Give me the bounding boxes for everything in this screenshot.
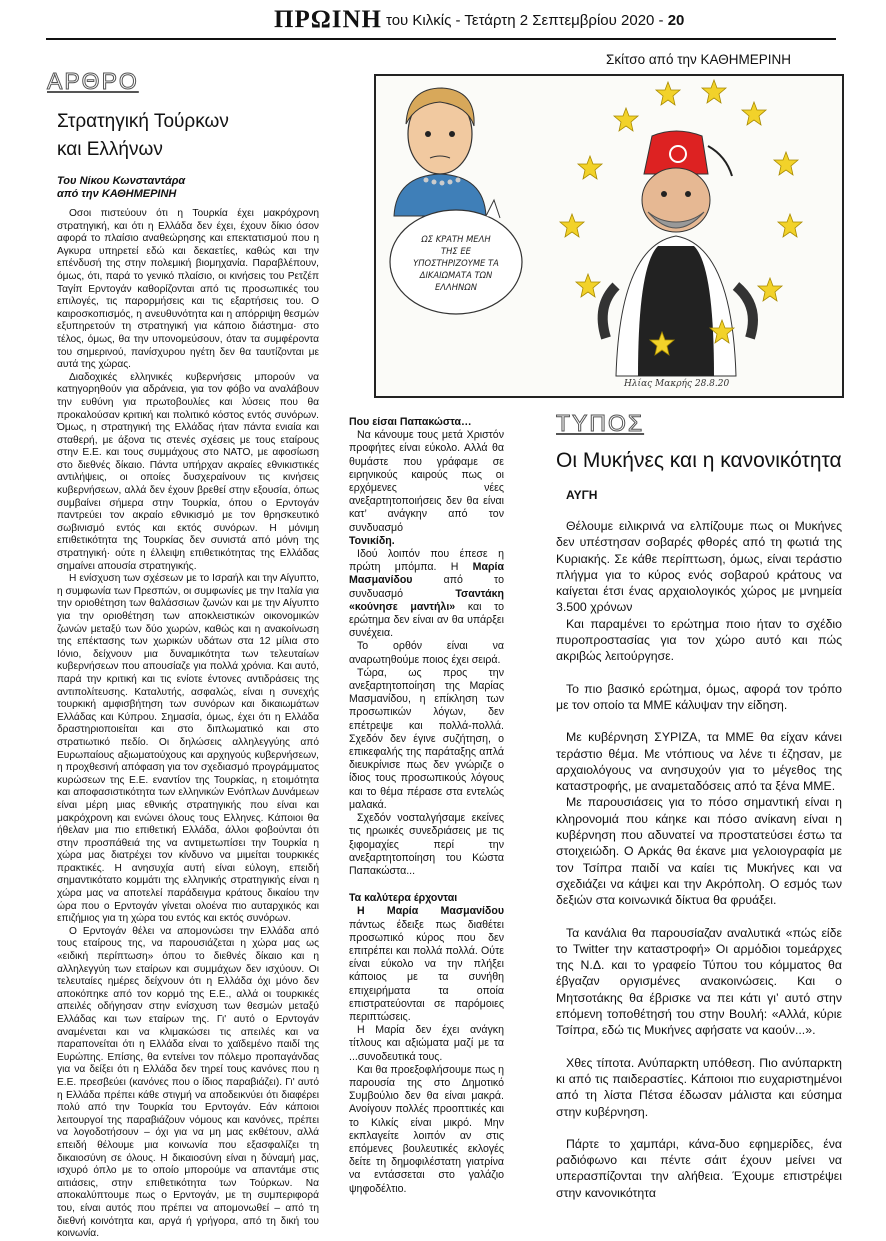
subheading: Τα καλύτερα έρχονται — [349, 892, 458, 905]
cartoon-drawing — [376, 76, 842, 396]
paragraph: Και θα προεξοφλήσουμε πως η παρουσία της στο Δημοτικό Συμβούλιο δεν θα είναι μακρά. Ανοίγουν πολλές προοπτικές και το Κιλκίς είναι μικρό. Μην εκπλαγείτε λοιπόν αν στις επόμενες βουλευτικές εκλογές δείτε τη δημοφιλέστατη γιατρίνα να εντάσσεται στο γαλάζιο ψηφοδέλτιο. — [349, 1063, 504, 1195]
paragraph: Διαδοχικές ελληνικές κυβερνήσεις μπορούν να κατηγορηθούν για αδράνεια, για τον φόβο να αναλάβουν την ευθύνη για πρωτοβουλίες και λύσεις που θα προκαλούσαν κριτική και πολιτικό κόστος εντός συνόρων. Όμως, η στρατηγική της Ελλάδας ήταν πάντα ενιαία και σταθερή, με άξονα τις στενές σχέσεις με τους εταίρους στην Ε.Ε. και τους συμμάχους στο ΝΑΤΟ, με αφοσίωση στο διεθνές δίκαιο. Πάντα υπήρχαν ακραίες εθνικιστικές αντιλήψεις, οι οποίες δυσχεραίνουν τις κινήσεις κυβερνήσεων, αλλά δεν έχουν βρεθεί στην εξουσία, όπως συμβαίνει σήμερα στην Τουρκία, όπου ο Ερντογάν παντρεύει τον ακραίο εθνικισμό με τον θρησκευτικό σωβινισμό εντός και εκτός συνόρων. Η μόνιμη επιθετικότητα της Τουρκίας δεν συνιστά από μόνη της στρατηγική· ούτε η έλλειψη επιθετικότητας της Ελλάδας σημαίνει απουσία στρατηγικής. — [57, 371, 319, 572]
political-cartoon — [374, 74, 844, 398]
paragraph: Και παραμένει το ερώτημα ποιο ήταν το σχέδιο πυροπροστασίας για τον χώρο αυτό και πώς ακριβώς λειτούργησε. — [556, 616, 842, 664]
paragraph: Θέλουμε ειλικρινά να ελπίζουμε πως οι Μυκήνες δεν υπέστησαν σοβαρές φθορές από τη φωτιά της Κυριακής. Σε κάθε περίπτωση, όμως, είναι τεράστιο πλήγμα για το κύρος ενός σοβαρού κράτους να καίγεται έτσι ένας αρχαιολογικός χώρος με μνημεία 3.500 χρόνων — [556, 519, 842, 615]
paragraph: Με παρουσιάσεις για το πόσο σημαντική είναι η κληρονομιά που κάηκε και πόσο ανίκανη είναι η κυβέρνηση που αδυνατεί να προστατεύσει έστω τα στοιχειώδη. Ο Αρκάς θα έκανε μια γελοιογραφία με τον Τσίπρα παιδί να καίει τις Μυκήνες και να σχεδιάζει να κάψει και την Ακρόπολη. Ο εσμός των δεξιών στα κοινωνικά δίκτυα θα φρυάξει. — [556, 795, 842, 908]
article2-body — [556, 518, 842, 1217]
paragraph: Τώρα, ως προς την ανεξαρτητοποίηση της Μαρίας Μασμανίδου, η επίκληση των προσωπικών λόγων, δεν επέτρεψε και πολλά-πολλά. Σχεδόν δεν έγινε συζήτηση, ο επικεφαλής της παράταξης απλά διευκρίνισε πως δεν γνώριζε ο ίδιος τους προσωπικούς λόγους και το θέμα πέρασε στα εντελώς μαλακά. — [349, 666, 504, 811]
star-icon — [758, 278, 782, 301]
bubble-line: ΔΙΚΑΙΩΜΑΤΑ ΤΩΝ — [419, 270, 493, 280]
section-label-arthro: ΑΡΘΡΟ — [47, 68, 139, 94]
header-date: του Κιλκίς - Τετάρτη 2 Σεπτεμβρίου 2020 - 20 — [386, 12, 685, 29]
paragraph: Με κυβέρνηση ΣΥΡΙΖΑ, τα ΜΜΕ θα είχαν κάνει τεράστιο θέμα. Με ντόπιους να λένε τι έζησαν, με αρχαιολόγους να ανησυχούν για το μέγεθος της καταστροφής, με αναμεταδόσεις από τα ξένα ΜΜΕ. — [556, 730, 842, 794]
paragraph: Τονικίδη. — [349, 534, 395, 547]
star-icon — [614, 108, 638, 131]
article1-title: Στρατηγική Τούρκων και Ελλήνων — [57, 111, 229, 160]
paragraph: Χθες τίποτα. Ανύπαρκτη υπόθεση. Πιο ανύπαρκτη κι από τις παιδεραστίες. Κάποιοι πιο ευχαριστημένοι από τη λίστα Πέτσα έδωσαν μάλιστα και εύσημα στην κυβέρνηση. — [556, 1055, 842, 1119]
paragraph: Η ενίσχυση των σχέσεων με το Ισραήλ και την Αίγυπτο, η συμφωνία των Πρεσπών, οι συμφωνίες με την Ιταλία για την οριοθέτηση των θαλάσσιων ζωνών και με την Αίγυπτο για την οριοθέτηση των αποκλειστικών οικονομικών ζωνών μεταξύ των δύο χωρών, καθώς και η ανακοίνωση της επέκτασης των χωρικών υδάτων στα 12 μίλια στο Ιόνιο, δείχνουν μια δυναμικότητα των τελευταίων κυβερνήσεων που απουσίαζε για πολλά χρόνια. Και αυτό, παρά την κριτική και τις ενίοτε έντονες αντιδράσεις της αντιπολίτευσης. Καταλυτής, ασφαλώς, είναι η συνεχής τουρκική αμφισβήτηση των συνόρων και δικαιωμάτων Ελλάδας και Κύπρου. Σημασία, όμως, έχει ότι η Ελλάδα δραστηριοποιείται και στο διπλωματικό και στο στρατιωτικό πεδίο. Οι δηλώσεις αλληλεγγύης από Ευρωπαίους αξιωματούχους και αρχηγούς κυβερνήσεων, η προχθεσινή απόφαση για τον σχεδιασμό προγράμματος κυρώσεων της Ε.Ε. εναντίον της Τουρκίας, η ετοιμότητα και αποφασιστικότητα των ελληνικών Ενόπλων Δυνάμεων είναι μέρη μιας εθνικής στρατηγικής που είναι και μακρόχρονη και ενώνει όλους τους Ελληνες. Κάποιοι θα ήθελαν μια πιο επιθετική Ελλάδα, άλλοι φοβούνται ότι στην προσπάθειά της να αντιμετωπίσει την Τουρκία η χώρα μας διατρέχει τον κίνδυνο να μιμείται τουρκικές πρακτικές. Η ανησυχία αυτή είναι εύλογη, επειδή σημαντικότατο κομμάτι της ελληνικής στρατηγικής είναι η χώρα μας να αποτελεί παράδειγμα κράτους δικαίου την ώρα που ο Ερντογάν γίνεται ολοένα πιο αυταρχικός και επιζήμιος για τη χώρα του εντός και εκτός συνόρων. — [57, 573, 319, 925]
star-icon — [578, 156, 602, 179]
article2-author: ΑΥΓΗ — [566, 488, 598, 502]
newspaper-name: ΠΡΩΙΝΗ — [274, 6, 382, 33]
paragraph: Η Μαρία Μασμανίδου πάντως έδειξε πως διαθέτει προσωπικό κύρος που δεν επιτρέπει και πολλά πολλά. Ούτε είναι εύκολο να την πλήξει κάποιος με τα συνήθη επιχειρήματα τα οποία επιστρατεύονται σε παρόμοιες περιπτώσεις. — [349, 905, 504, 1023]
paragraph: Το πιο βασικό ερώτημα, όμως, αφορά τον τρόπο με τον οποίο τα ΜΜΕ κάλυψαν την είδηση. — [556, 681, 842, 712]
paragraph: Η Μαρία δεν έχει ανάγκη τίτλους και αξιώματα μαζί με τα ...συνοδευτικά τους. — [349, 1024, 504, 1063]
star-icon — [702, 80, 726, 103]
column2-body — [349, 412, 504, 1196]
section-label-typos: ΤΥΠΟΣ — [556, 410, 645, 436]
cartoon-credit: Σκίτσο από την ΚΑΘΗΜΕΡΙΝΗ — [606, 52, 792, 67]
bubble-line: ΩΣ ΚΡΑΤΗ ΜΕΛΗ — [421, 234, 491, 244]
star-icon — [742, 102, 766, 125]
paragraph: Σχεδόν νοσταλγήσαμε εκείνες τις ηρωικές συνεδριάσεις με τις ξιφομαχίες περί την ανεξαρτητοποίηση του Κώστα Παπακώστα... — [349, 812, 504, 877]
article1-byline: Του Νίκου Κωνσταντάρα από την ΚΑΘΗΜΕΡΙΝΗ — [57, 175, 186, 200]
paragraph: Πάρτε το χαμπάρι, κάνα-δυο εφημερίδες, ένα ραδιόφωνο και πέντε σάιτ έχουν μείνει να υπερασπίζονται την αλήθεια. Έχουμε επιστρέψει στην κανονικότητα — [556, 1136, 842, 1200]
bubble-line: ΥΠΟΣΤΗΡΙΖΟΥΜΕ ΤΑ — [413, 258, 499, 268]
star-icon — [774, 152, 798, 175]
page-number: 20 — [667, 12, 685, 29]
star-icon — [576, 274, 600, 297]
cartoon-signature: Ηλίας Μακρής 28.8.20 — [624, 379, 730, 389]
paragraph: Οσοι πιστεύουν ότι η Τουρκία έχει μακρόχρονη στρατηγική, και ότι η Ελλάδα δεν έχει, έχουν δίκιο όσον αφορά το πλαίσιο αναθεώρησης και επεκτατισμού που η Αγκυρα υπηρετεί εδώ και δεκαετίες, καθώς και την επένδυσή της στην πολεμική βιομηχανία. Παραβλέπουν, όμως, ότι, παρά το γενικό πλαίσιο, οι κινήσεις του Ρετζέπ Ταγίπ Ερντογάν καθορίζονται από τις προσωπικές του επιλογές, τις παρορμήσεις και τις εξαρτήσεις του. Ο καιροσκοπισμός, η ανευθυνότητα και η απόρριψη θεσμών εξυπηρετούν τη στρατηγική για κάποιο διάστημα· στο τέλος, όμως, θα την υπονομεύσουν, όταν τα συμφέροντα του σημερινού, πανίσχυρου ηγέτη δεν θα ταυτίζονται με αυτά της χώρας. — [57, 208, 319, 371]
paragraph: Τα κανάλια θα παρουσίαζαν αναλυτικά «πώς είδε το Twitter την καταστροφή» Οι αρμόδιοι τομεάρχες της Ν.Δ. και το γραφείο Τύπου του κόμματος θα έβγαζαν οργισμένες ανακοινώσεις. Και ο Μητσοτάκης θα έβρισκε να πει κάτι γι’ αυτό στην επόμενη τοποθέτησή του στην Βουλή: «Αλλά, κύριε Τσίπρα, εδώ τις Μυκήνες αφήσατε να καούν...». — [556, 925, 842, 1038]
erdogan-figure — [603, 131, 753, 376]
star-icon — [656, 82, 680, 105]
subheading: Που είσαι Παπακώστα… — [349, 416, 472, 428]
star-icon — [560, 214, 584, 237]
article1-body — [57, 208, 319, 1241]
merkel-figure — [394, 88, 486, 216]
page-header — [46, 4, 836, 40]
paragraph: Ο Ερντογάν θέλει να απομονώσει την Ελλάδα από τους εταίρους της, να παρουσιάζεται η χώρα μας ως «ειδική περίπτωση» όπου το διεθνές δίκαιο και η αλληλεγγύη των εταίρων και συμμάχων δεν ισχύουν. Οι τελευταίες ημέρες δείχνουν ότι η Ελλάδα όχι μόνο δεν αποκόπηκε από τον κορμό της Ε.Ε., αλλά οι τουρκικές απειλές οδήγησαν στην ενίσχυση των θεσμών μεταξύ Ελλάδας και των εταίρων της. Γι' αυτό ο Ερντογάν αναμένεται και να κλιμακώσει τις απειλές και να παραπονείται ότι η Ελλάδα είναι το χαϊδεμένο παιδί της Ευρώπης. Επίσης, θα εντείνει τον πόλεμο προπαγάνδας για να δείξει ότι η Ελλάδα δεν τηρεί τους κανόνες που η Ε.Ε. πρεσβεύει (κανόνες που ο ίδιος παραβιάζει). Γι' αυτό η Ελλάδα πρέπει κάθε στιγμή να αποδεικνύει ότι διαφέρει πολύ από την Τουρκία του Ερντογάν. Εάν κάποιοι λειτουργοί της παραβιάζουν νόμους και κανόνες, πρέπει να λογοδοτήσουν – όχι για να μη μας εκθέτουν, αλλά επειδή θέλουμε μια κοινωνία που εξασφαλίζει τη δικαιοσύνη σε όλους. Η δικαιοσύνη είναι η δύναμή μας, ισχυρό όπλο με το οποίο μπορούμε να απαντάμε στις αιτιάσεις, στην επιθετικότητα των Τούρκων. Να αποκαλύπτουμε πως ο Ερντογάν, με τη συμπεριφορά του, είναι αυτός που πρέπει να απομονωθεί – από τη διεθνή κοινότητα και, αργά ή γρήγορα, από τη δική του κοινωνία. — [57, 925, 319, 1240]
bubble-line: ΤΗΣ ΕΕ — [441, 246, 471, 256]
paragraph: Το ορθόν είναι να αναρωτηθούμε ποιος έχει σειρά. — [349, 640, 504, 666]
article2-title: Οι Μυκήνες και η κανονικότητα — [556, 449, 842, 472]
star-icon — [778, 214, 802, 237]
paragraph: Ιδού λοιπόν που έπεσε η πρώτη μπόμπα. Η Μαρία Μασμανίδου από το συνδυασμό Τσαντάκη «κούνησε μαντήλι» και το ερώτημα δεν είναι αν θα υπάρξει συνέχεια. — [349, 548, 505, 640]
paragraph: Να κάνουμε τους μετά Χριστόν προφήτες είναι εύκολο. Αλλά θα θυμάστε που γράφαμε σε ειρηνικούς καιρούς πως οι ερχόμενες νέες ανεξαρτητοποιήσεις δεν θα είναι κατ’ ανάγκην από τον συνδυασμό — [349, 429, 504, 534]
bubble-line: ΕΛΛΗΝΩΝ — [435, 282, 477, 292]
